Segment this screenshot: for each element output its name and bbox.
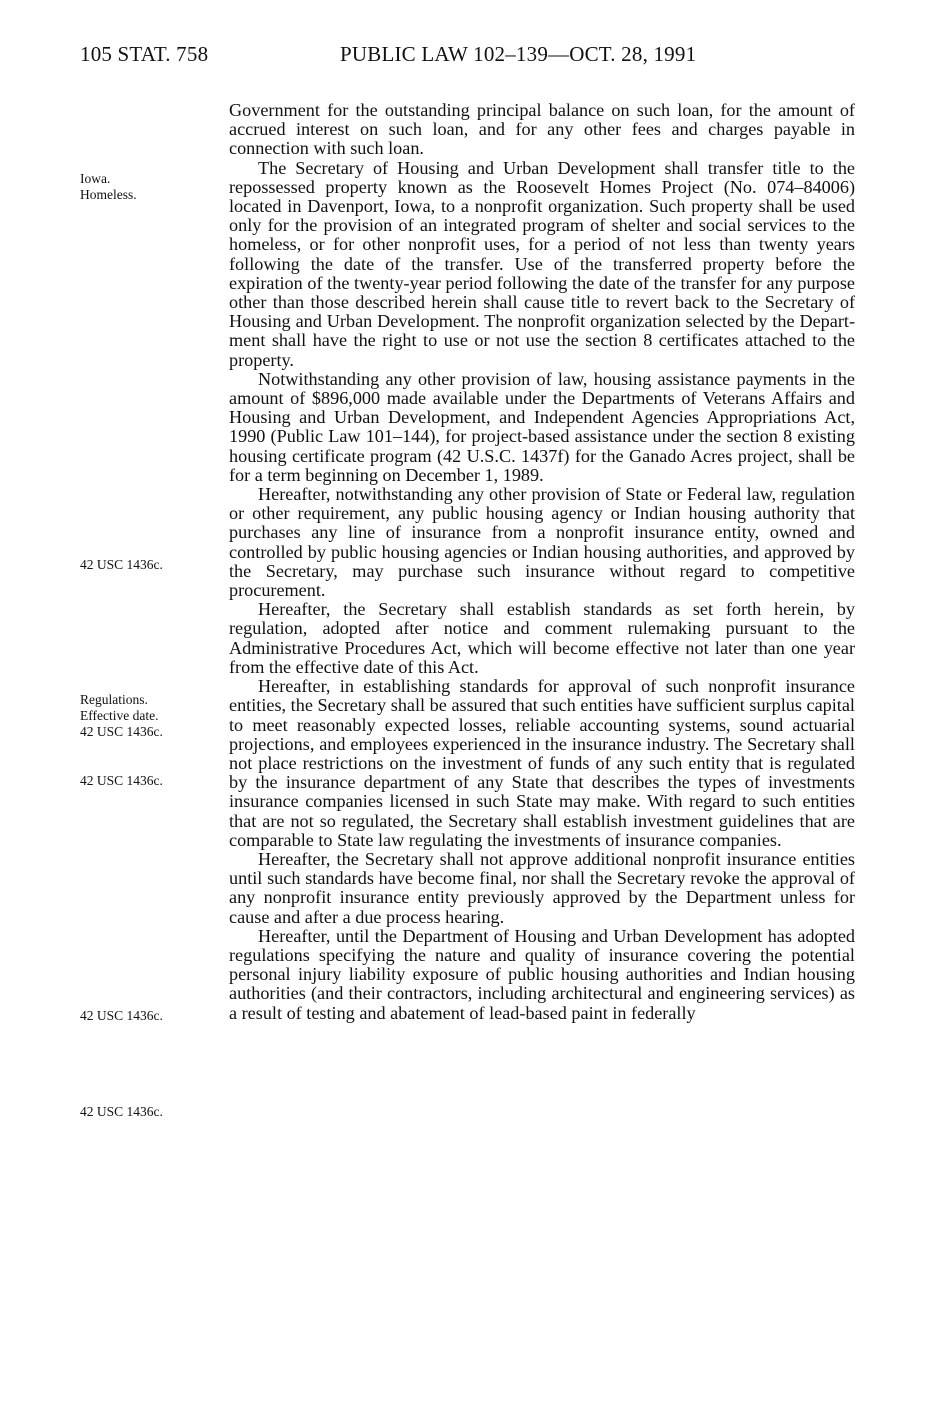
- margin-note-usc: 42 USC 1436c.: [80, 1008, 163, 1023]
- margin-note-group-usc-5: [80, 1104, 230, 1120]
- paragraph-regulation-standards: Hereafter, the Secretary shall establish standards as set forth herein, by regulation, adopted after notice and comment rulemaking pursuant to the Administrative Procedures Act, which will become effective not later than one year from the effective date of this Act.: [229, 599, 855, 677]
- margin-note-regulations: Regulations.: [80, 692, 148, 707]
- margin-note-homeless: Homeless.: [80, 187, 137, 202]
- margin-note-usc: 42 USC 1436c.: [80, 724, 163, 739]
- paragraph-approval-limits: Hereafter, the Secretary shall not approve additional nonprofit insurance entities until such standards have become final, nor shall the Secretary revoke the approval of any nonprofit insurance entity previously approved by the Department unless for cause and after a due process hearing.: [229, 848, 855, 927]
- law-title: PUBLIC LAW 102–139—OCT. 28, 1991: [340, 42, 697, 66]
- margin-note-group-usc-3: [80, 773, 230, 789]
- margin-note-usc: 42 USC 1436c.: [80, 557, 163, 572]
- margin-note-group-regulations: [80, 692, 230, 740]
- paragraph-approval-standards: Hereafter, in establishing standards for approval of such nonprofit insurance entities, the Secretary shall be assured that such entities have sufficient surplus capital to meet reasonably expected losses, reliable accounting systems, sound actuarial projections, and employees experienced in the insurance industry. The Secretary shall not place restrictions on the investment of funds of any such entity that is regulated by the insurance department of any State that describes the types of investments insurance companies licensed in such State may make. With regard to such entities that are not so regulated, the Secretary shall establish investment guidelines that are comparable to State law regulating the investments of insurance companies.: [229, 676, 855, 850]
- margin-note-iowa: Iowa.: [80, 171, 111, 186]
- margin-note-group-usc-4: [80, 1008, 230, 1024]
- margin-note-usc: 42 USC 1436c.: [80, 773, 163, 788]
- body-text: [229, 101, 855, 1023]
- margin-note-usc: 42 USC 1436c.: [80, 1104, 163, 1119]
- paragraph-insurance-purchase: Hereafter, notwithstanding any other provision of State or Federal law, regulation or other requirement, any public housing agency or Indian housing authority that purchases any line of insurance from a nonprofit insurance entity, owned and controlled by public housing agencies or Indian housing authorities, and approved by the Secretary, may purchase such insurance without regard to competitive procurement.: [229, 484, 855, 601]
- paragraph-continuation: Government for the outstanding principal balance on such loan, for the amount of accrued interest on such loan, and for any other fees and charges payable in connection with such loan.: [229, 100, 855, 159]
- paragraph-ganado-acres: Notwithstanding any other provision of law, housing assistance payments in the amount of $896,000 made available under the Departments of Veterans Affairs and Housing and Urban Development, and Independent Agencies Appropriations Act, 1990 (Public Law 101–144), for project-based assistance under the section 8 existing housing certificate program (42 U.S.C. 1437f) for the Ganado Acres project, shall be for a term beginning on December 1, 1989.: [229, 368, 855, 485]
- paragraph-roosevelt-homes: The Secretary of Housing and Urban Development shall transfer title to the repossessed property known as the Roosevelt Homes Project (No. 074–84006) located in Davenport, Iowa, to a nonprofit organization. Such property shall be used only for the provision of an integrated program of shelter and social services to the homeless, or for other nonprofit uses, for a period of not less than twenty years following the date of the transfer. Use of the transferred property before the expiration of the twenty-year period following the date of the transfer for any purpose other than those described herein shall cause title to revert back to the Secretary of Housing and Urban Development. The nonprofit organization selected by the Department shall have the right to use or not use the section 8 certificates attached to the property.: [229, 157, 855, 370]
- page-reference: 105 STAT. 758: [80, 42, 209, 66]
- page-header: [80, 42, 880, 82]
- margin-note-effective-date: Effective date.: [80, 708, 159, 723]
- margin-note-group-usc-1: [80, 557, 230, 573]
- margin-note-group-iowa: [80, 171, 230, 203]
- paragraph-lead-paint-insurance: Hereafter, until the Department of Housing and Urban Development has adopted regulations specifying the nature and quality of insurance covering the potential personal injury liability exposure of public housing authorities and Indian housing authorities (and their contractors, including architectural and engineering services) as a result of testing and abatement of lead-based paint in federally: [229, 925, 855, 1023]
